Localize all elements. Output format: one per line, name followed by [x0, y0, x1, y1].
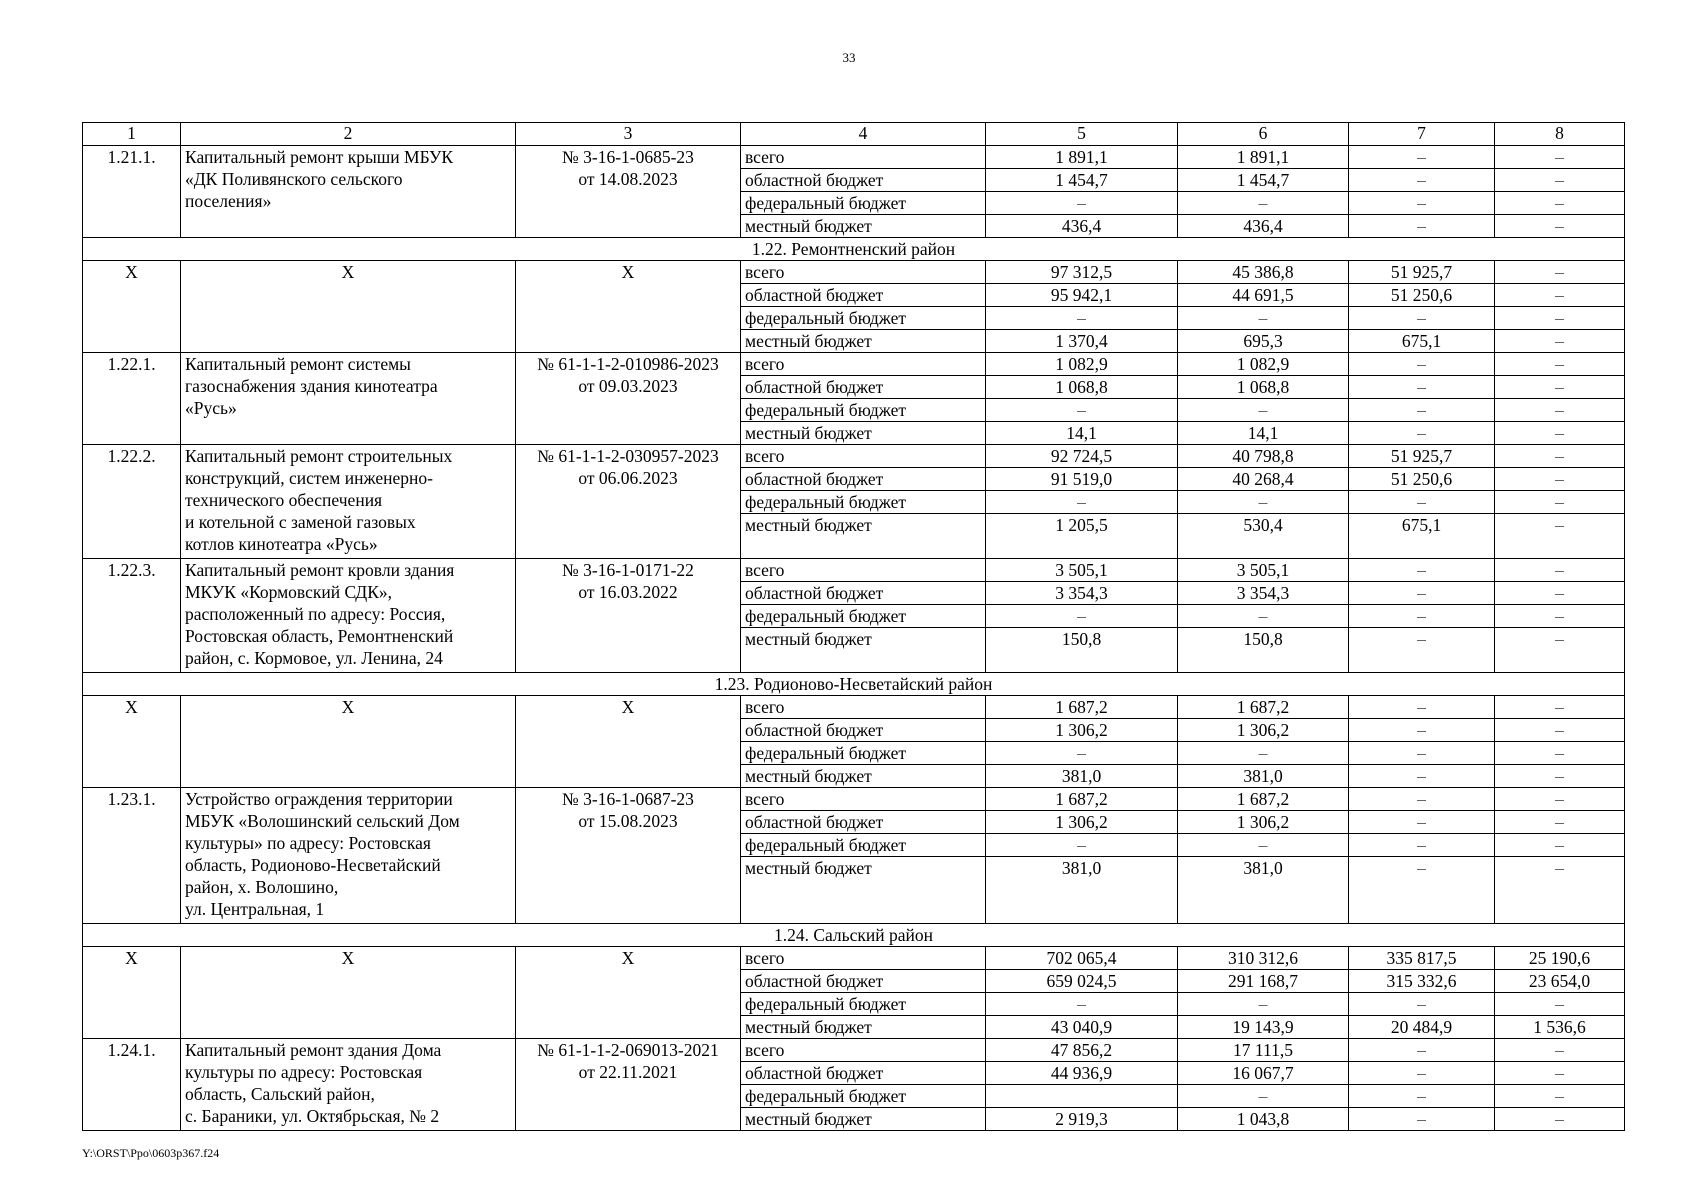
document-cell [516, 146, 741, 238]
funding-source-label: федеральный бюджет [741, 742, 986, 765]
amount-cell-6: 17 111,5 [1178, 1039, 1349, 1062]
column-header: 2 [181, 123, 516, 146]
amount-cell-7: 315 332,6 [1349, 970, 1495, 993]
amount-cell-8: – [1495, 1108, 1625, 1131]
funding-source-label: федеральный бюджет [741, 307, 986, 330]
section-row [83, 238, 1625, 261]
amount-cell-8: – [1495, 696, 1625, 719]
document-line: № 61-1-1-2-030957-2023 [537, 446, 719, 466]
amount-cell-5: 3 505,1 [986, 559, 1178, 582]
funding-source-label: всего [741, 445, 986, 468]
amount-cell-7: – [1349, 811, 1495, 834]
amount-cell-7: – [1349, 491, 1495, 514]
amount-cell-6: 3 505,1 [1178, 559, 1349, 582]
object-name-line: поселения» [185, 191, 272, 211]
object-name-line: технического обеспечения [185, 490, 383, 510]
amount-cell-8: 23 654,0 [1495, 970, 1625, 993]
amount-cell-5: 47 856,2 [986, 1039, 1178, 1062]
amount-cell-7: – [1349, 719, 1495, 742]
amount-cell-7: – [1349, 307, 1495, 330]
funding-source-label: областной бюджет [741, 284, 986, 307]
amount-cell-5: 1 891,1 [986, 146, 1178, 169]
amount-cell-5: – [986, 834, 1178, 857]
amount-cell-6: 1 043,8 [1178, 1108, 1349, 1131]
amount-cell-7: – [1349, 582, 1495, 605]
amount-cell-5: 1 454,7 [986, 169, 1178, 192]
amount-cell-6: 1 891,1 [1178, 146, 1349, 169]
section-title: 1.24. Сальский район [83, 924, 1625, 947]
funding-source-label: областной бюджет [741, 719, 986, 742]
amount-cell-8: – [1495, 169, 1625, 192]
amount-cell-8: – [1495, 330, 1625, 353]
amount-cell-8: – [1495, 559, 1625, 582]
amount-cell-5: 44 936,9 [986, 1062, 1178, 1085]
object-name-line: район, х. Волошино, [185, 877, 339, 897]
document-line: от 14.08.2023 [578, 169, 678, 189]
row-number: 1.24.1. [83, 1039, 181, 1131]
row-number: Х [83, 261, 181, 353]
amount-cell-5: 381,0 [986, 857, 1178, 924]
amount-cell-6: – [1178, 742, 1349, 765]
file-path-footer: Y:\ORST\Ppo\0603p367.f24 [82, 1146, 220, 1160]
budget-table [82, 122, 1625, 1131]
row-number: Х [83, 696, 181, 788]
funding-source-label: всего [741, 146, 986, 169]
object-name-line: ул. Центральная, 1 [185, 899, 325, 919]
amount-cell-8: – [1495, 765, 1625, 788]
amount-cell-5: 381,0 [986, 765, 1178, 788]
object-name-line: котлов кинотеатра «Русь» [185, 534, 378, 554]
amount-cell-6: – [1178, 399, 1349, 422]
table-row [83, 788, 1625, 811]
amount-cell-5: – [986, 605, 1178, 628]
amount-cell-6: 44 691,5 [1178, 284, 1349, 307]
amount-cell-7: – [1349, 993, 1495, 1016]
funding-source-label: местный бюджет [741, 1016, 986, 1039]
object-name-line: газоснабжения здания кинотеатра [185, 376, 438, 396]
amount-cell-8: – [1495, 514, 1625, 559]
funding-source-label: областной бюджет [741, 970, 986, 993]
document-line: № 61-1-1-2-010986-2023 [537, 354, 719, 374]
page-number: 33 [842, 50, 856, 65]
object-name-line: МКУК «Кормовский СДК», [185, 582, 393, 602]
amount-cell-6: 1 068,8 [1178, 376, 1349, 399]
amount-cell-6: 40 798,8 [1178, 445, 1349, 468]
row-number: 1.22.1. [83, 353, 181, 445]
document-line: от 16.03.2022 [578, 582, 678, 602]
funding-source-label: областной бюджет [741, 169, 986, 192]
amount-cell-6: – [1178, 192, 1349, 215]
table-row [83, 696, 1625, 719]
amount-cell-6: 45 386,8 [1178, 261, 1349, 284]
amount-cell-7: – [1349, 1108, 1495, 1131]
object-name-line: культуры» по адресу: Ростовская [185, 833, 431, 853]
amount-cell-5: 1 082,9 [986, 353, 1178, 376]
funding-source-label: местный бюджет [741, 330, 986, 353]
amount-cell-8: – [1495, 742, 1625, 765]
funding-source-label: областной бюджет [741, 468, 986, 491]
column-header: 7 [1349, 123, 1495, 146]
amount-cell-5: 43 040,9 [986, 1016, 1178, 1039]
amount-cell-6: 695,3 [1178, 330, 1349, 353]
amount-cell-5: 1 306,2 [986, 811, 1178, 834]
amount-cell-5: 1 687,2 [986, 696, 1178, 719]
amount-cell-5: 14,1 [986, 422, 1178, 445]
amount-cell-5: 3 354,3 [986, 582, 1178, 605]
amount-cell-7: 335 817,5 [1349, 947, 1495, 970]
column-number-row [83, 123, 1625, 146]
amount-cell-8: 1 536,6 [1495, 1016, 1625, 1039]
funding-source-label: областной бюджет [741, 376, 986, 399]
funding-source-label: всего [741, 696, 986, 719]
amount-cell-7: – [1349, 353, 1495, 376]
table-row [83, 353, 1625, 376]
row-number: 1.22.3. [83, 559, 181, 673]
amount-cell-6: 530,4 [1178, 514, 1349, 559]
document-line: Х [621, 697, 635, 717]
amount-cell-5: 1 205,5 [986, 514, 1178, 559]
document-cell [516, 445, 741, 559]
funding-source-label: федеральный бюджет [741, 993, 986, 1016]
amount-cell-7: 675,1 [1349, 514, 1495, 559]
row-number: 1.23.1. [83, 788, 181, 924]
amount-cell-7: 20 484,9 [1349, 1016, 1495, 1039]
object-name-line: область, Сальский район, [185, 1084, 375, 1104]
document-line: от 22.11.2021 [578, 1062, 678, 1082]
amount-cell-8: – [1495, 993, 1625, 1016]
funding-source-label: местный бюджет [741, 514, 986, 559]
amount-cell-6: 291 168,7 [1178, 970, 1349, 993]
object-name-cell [181, 559, 516, 673]
amount-cell-5: 91 519,0 [986, 468, 1178, 491]
amount-cell-6: 310 312,6 [1178, 947, 1349, 970]
amount-cell-8: – [1495, 857, 1625, 924]
object-name-line: Капитальный ремонт крыши МБУК [185, 147, 454, 167]
table-row [83, 261, 1625, 284]
amount-cell-7: – [1349, 857, 1495, 924]
object-name-cell [181, 146, 516, 238]
amount-cell-5: 1 306,2 [986, 719, 1178, 742]
amount-cell-6: 1 306,2 [1178, 719, 1349, 742]
amount-cell-5: 97 312,5 [986, 261, 1178, 284]
amount-cell-8: 25 190,6 [1495, 947, 1625, 970]
funding-source-label: областной бюджет [741, 1062, 986, 1085]
funding-source-label: областной бюджет [741, 811, 986, 834]
funding-source-label: всего [741, 947, 986, 970]
amount-cell-5: 659 024,5 [986, 970, 1178, 993]
document-line: № 3-16-1-0685-23 [562, 147, 694, 167]
document-cell [516, 559, 741, 673]
amount-cell-8: – [1495, 605, 1625, 628]
amount-cell-6: 381,0 [1178, 765, 1349, 788]
funding-source-label: всего [741, 1039, 986, 1062]
amount-cell-8: – [1495, 307, 1625, 330]
document-line: Х [621, 948, 635, 968]
column-header: 3 [516, 123, 741, 146]
amount-cell-8: – [1495, 1085, 1625, 1108]
amount-cell-5: 92 724,5 [986, 445, 1178, 468]
amount-cell-7: – [1349, 399, 1495, 422]
amount-cell-5: 2 919,3 [986, 1108, 1178, 1131]
row-number: 1.22.2. [83, 445, 181, 559]
amount-cell-7: – [1349, 192, 1495, 215]
amount-cell-5: 1 370,4 [986, 330, 1178, 353]
amount-cell-6: 1 454,7 [1178, 169, 1349, 192]
object-name-line: «ДК Поливянского сельского [185, 169, 403, 189]
object-name-cell [181, 696, 516, 788]
amount-cell-6: 19 143,9 [1178, 1016, 1349, 1039]
object-name-line: район, с. Кормовое, ул. Ленина, 24 [185, 648, 443, 668]
column-header: 1 [83, 123, 181, 146]
document-line: от 09.03.2023 [578, 376, 678, 396]
amount-cell-6: – [1178, 993, 1349, 1016]
amount-cell-5: 436,4 [986, 215, 1178, 238]
funding-source-label: федеральный бюджет [741, 399, 986, 422]
row-number: Х [83, 947, 181, 1039]
amount-cell-6: 150,8 [1178, 628, 1349, 673]
amount-cell-7: – [1349, 559, 1495, 582]
column-header: 4 [741, 123, 986, 146]
object-name-line: Х [341, 948, 355, 968]
section-row [83, 924, 1625, 947]
document-cell [516, 261, 741, 353]
amount-cell-7: – [1349, 628, 1495, 673]
object-name-line: Устройство ограждения территории [185, 789, 453, 809]
object-name-cell [181, 261, 516, 353]
object-name-line: Капитальный ремонт системы [185, 354, 411, 374]
amount-cell-8: – [1495, 788, 1625, 811]
amount-cell-7: – [1349, 146, 1495, 169]
amount-cell-8: – [1495, 192, 1625, 215]
object-name-line: Капитальный ремонт строительных [185, 446, 453, 466]
document-line: от 15.08.2023 [578, 811, 678, 831]
amount-cell-7: – [1349, 765, 1495, 788]
column-header: 5 [986, 123, 1178, 146]
amount-cell-8: – [1495, 215, 1625, 238]
amount-cell-5: – [986, 307, 1178, 330]
amount-cell-7: – [1349, 605, 1495, 628]
amount-cell-8: – [1495, 719, 1625, 742]
amount-cell-7: – [1349, 376, 1495, 399]
amount-cell-8: – [1495, 628, 1625, 673]
amount-cell-6: – [1178, 1085, 1349, 1108]
amount-cell-6: – [1178, 307, 1349, 330]
document-line: № 3-16-1-0687-23 [562, 789, 694, 809]
funding-source-label: местный бюджет [741, 215, 986, 238]
amount-cell-7: – [1349, 169, 1495, 192]
amount-cell-8: – [1495, 353, 1625, 376]
object-name-cell [181, 353, 516, 445]
amount-cell-8: – [1495, 146, 1625, 169]
object-name-line: область, Родионово-Несветайский [185, 855, 441, 875]
amount-cell-6: 16 067,7 [1178, 1062, 1349, 1085]
table-row [83, 146, 1625, 169]
document-line: Х [621, 262, 635, 282]
row-number: 1.21.1. [83, 146, 181, 238]
amount-cell-8: – [1495, 284, 1625, 307]
object-name-line: с. Бараники, ул. Октябрьская, № 2 [185, 1106, 440, 1126]
amount-cell-8: – [1495, 399, 1625, 422]
amount-cell-8: – [1495, 1062, 1625, 1085]
funding-source-label: местный бюджет [741, 628, 986, 673]
funding-source-label: федеральный бюджет [741, 192, 986, 215]
section-title: 1.22. Ремонтненский район [83, 238, 1625, 261]
document-line: от 06.06.2023 [578, 468, 678, 488]
amount-cell-6: 1 687,2 [1178, 788, 1349, 811]
amount-cell-5: 1 687,2 [986, 788, 1178, 811]
table-row [83, 1039, 1625, 1062]
amount-cell-7: 675,1 [1349, 330, 1495, 353]
amount-cell-5: – [986, 491, 1178, 514]
table-row [83, 947, 1625, 970]
amount-cell-7: – [1349, 834, 1495, 857]
amount-cell-5: – [986, 742, 1178, 765]
amount-cell-7: 51 250,6 [1349, 468, 1495, 491]
funding-source-label: местный бюджет [741, 1108, 986, 1131]
object-name-cell [181, 788, 516, 924]
amount-cell-8: – [1495, 582, 1625, 605]
funding-source-label: федеральный бюджет [741, 834, 986, 857]
amount-cell-5 [986, 1085, 1178, 1108]
amount-cell-6: 1 082,9 [1178, 353, 1349, 376]
table-row [83, 445, 1625, 468]
object-name-line: Х [341, 262, 355, 282]
document-cell [516, 353, 741, 445]
funding-source-label: всего [741, 261, 986, 284]
amount-cell-7: – [1349, 422, 1495, 445]
document-cell [516, 696, 741, 788]
funding-source-label: федеральный бюджет [741, 491, 986, 514]
object-name-line: Капитальный ремонт кровли здания [185, 560, 455, 580]
amount-cell-6: – [1178, 605, 1349, 628]
amount-cell-8: – [1495, 445, 1625, 468]
funding-source-label: федеральный бюджет [741, 1085, 986, 1108]
amount-cell-8: – [1495, 422, 1625, 445]
amount-cell-8: – [1495, 834, 1625, 857]
funding-source-label: всего [741, 353, 986, 376]
amount-cell-6: 436,4 [1178, 215, 1349, 238]
document-cell [516, 947, 741, 1039]
amount-cell-5: – [986, 993, 1178, 1016]
amount-cell-5: 702 065,4 [986, 947, 1178, 970]
amount-cell-6: 14,1 [1178, 422, 1349, 445]
amount-cell-6: – [1178, 834, 1349, 857]
object-name-line: и котельной с заменой газовых [185, 512, 416, 532]
object-name-line: «Русь» [185, 398, 237, 418]
object-name-line: Ростовская область, Ремонтненский [185, 626, 454, 646]
amount-cell-8: – [1495, 491, 1625, 514]
object-name-line: Х [341, 697, 355, 717]
amount-cell-7: – [1349, 788, 1495, 811]
amount-cell-7: – [1349, 1062, 1495, 1085]
amount-cell-5: 1 068,8 [986, 376, 1178, 399]
table-row [83, 559, 1625, 582]
column-header: 6 [1178, 123, 1349, 146]
document-line: № 3-16-1-0171-22 [562, 560, 694, 580]
amount-cell-7: 51 925,7 [1349, 445, 1495, 468]
object-name-line: культуры по адресу: Ростовская [185, 1062, 423, 1082]
amount-cell-7: – [1349, 742, 1495, 765]
amount-cell-7: – [1349, 696, 1495, 719]
amount-cell-6: 3 354,3 [1178, 582, 1349, 605]
amount-cell-8: – [1495, 376, 1625, 399]
document-cell [516, 1039, 741, 1131]
object-name-line: расположенный по адресу: Россия, [185, 604, 446, 624]
funding-source-label: всего [741, 559, 986, 582]
document-cell [516, 788, 741, 924]
object-name-line: МБУК «Волошинский сельский Дом [185, 811, 460, 831]
object-name-cell [181, 445, 516, 559]
amount-cell-5: 150,8 [986, 628, 1178, 673]
table-body [83, 123, 1625, 1131]
funding-source-label: всего [741, 788, 986, 811]
amount-cell-7: – [1349, 1039, 1495, 1062]
funding-source-label: местный бюджет [741, 422, 986, 445]
amount-cell-8: – [1495, 261, 1625, 284]
funding-source-label: областной бюджет [741, 582, 986, 605]
amount-cell-7: 51 925,7 [1349, 261, 1495, 284]
funding-source-label: местный бюджет [741, 857, 986, 924]
amount-cell-6: 40 268,4 [1178, 468, 1349, 491]
column-header: 8 [1495, 123, 1625, 146]
amount-cell-7: – [1349, 1085, 1495, 1108]
amount-cell-7: 51 250,6 [1349, 284, 1495, 307]
amount-cell-8: – [1495, 811, 1625, 834]
object-name-line: конструкций, систем инженерно- [185, 468, 433, 488]
object-name-cell [181, 947, 516, 1039]
funding-source-label: местный бюджет [741, 765, 986, 788]
amount-cell-6: 1 306,2 [1178, 811, 1349, 834]
funding-source-label: федеральный бюджет [741, 605, 986, 628]
object-name-cell [181, 1039, 516, 1131]
amount-cell-5: 95 942,1 [986, 284, 1178, 307]
amount-cell-6: 1 687,2 [1178, 696, 1349, 719]
amount-cell-8: – [1495, 1039, 1625, 1062]
section-row [83, 673, 1625, 696]
amount-cell-5: – [986, 192, 1178, 215]
amount-cell-6: 381,0 [1178, 857, 1349, 924]
document-line: № 61-1-1-2-069013-2021 [537, 1040, 719, 1060]
amount-cell-7: – [1349, 215, 1495, 238]
amount-cell-5: – [986, 399, 1178, 422]
object-name-line: Капитальный ремонт здания Дома [185, 1040, 442, 1060]
section-title: 1.23. Родионово-Несветайский район [83, 673, 1625, 696]
amount-cell-6: – [1178, 491, 1349, 514]
amount-cell-8: – [1495, 468, 1625, 491]
